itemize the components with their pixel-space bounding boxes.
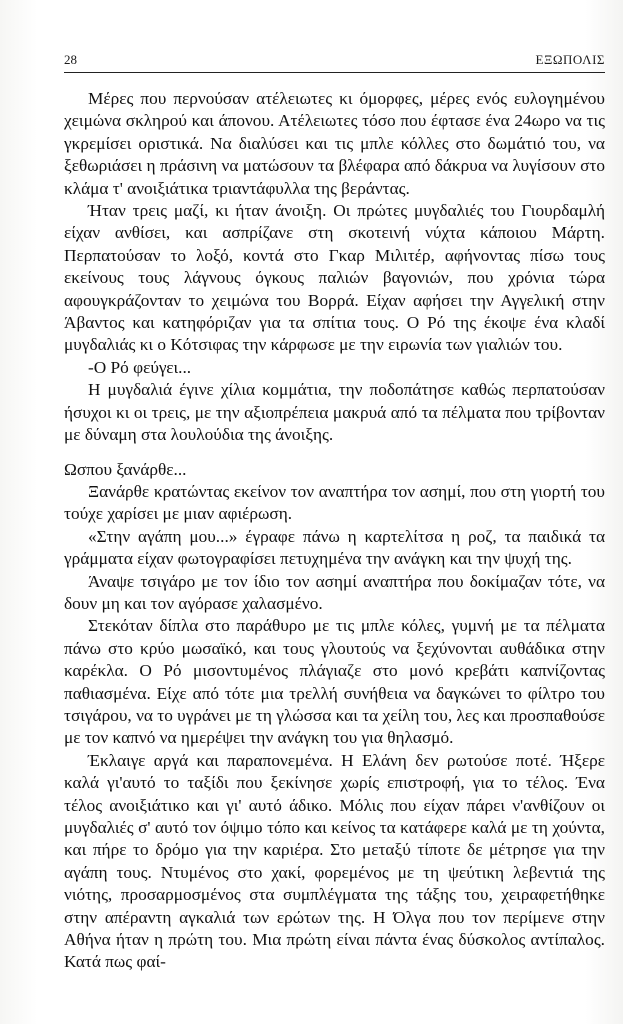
page-number: 28 <box>64 52 77 67</box>
body-text <box>64 88 605 974</box>
paragraph: Άναψε τσιγάρο με τον ίδιο τον ασημί αναπτήρα που δοκίμαζαν τότε, να δουν μη και τον αγόρασε χαλασμένο. <box>64 571 605 613</box>
paragraph: Ξανάρθε κρατώντας εκείνον τον αναπτήρα τον ασημί, που στη γιορτή του τούχε χαρίσει με μιαν αφιέρωση. <box>64 481 605 524</box>
paragraph: Ήταν τρεις μαζί, κι ήταν άνοιξη. Οι πρώτες μυγδαλιές του Γιουρδαμλή είχαν ανθίσει, και ασπρίζανε στη σκοτεινή νύχτα κάποιου Μάρτη. Περπατούσαν το λοξό, κοντά στο Γκαρ Μιλιτέρ, αφήνοντας πίσω τους εκείνους τους λάγνους όγκους παλιών βαγονιών, που χρόνια τώρα αφουγκράζονταν το χειμώνα του Βορρά. Είχαν αφήσει την Αγγελική στην Άβαντος και κατηφόριζαν για τα σπίτια τους. Ο Ρό της έκοψε ένα κλαδί μυγδαλιάς κι ο Κότσιφας την κάρφωσε με την ειρωνία των γιαλιών του. <box>64 201 605 355</box>
paragraph: Μέρες που περνούσαν ατέλειωτες κι όμορφες, μέρες ενός ευλογημένου χειμώνα σκληρού και άπονου. Ατέλειωτες τόσο που έφτασε ένα 24ωρο να τις γκρεμίσει οριστικά. Να διαλύσει και τις μπλε κόλλες στο δωμάτιό του, να ξεθωριάσει η πράσινη να ματώσουν τα βλέφαρα από δάκρυα να λυγίσουν στο κλάμα τ' ανοιξιάτικα τριαντάφυλλα της βεράντας. <box>64 89 605 198</box>
paragraph: Ωσπου ξανάρθε... <box>64 459 187 479</box>
paragraph: Στεκόταν δίπλα στο παράθυρο με τις μπλε κόλες, γυμνή με τα πέλματα πάνω στο κρύο μωσαϊκό, και τους γλουτούς να ξεχύνονται αυθάδικα στην καρέκλα. Ο Ρό μισοντυμένος πλάγιαζε στο μονό κρεβάτι καπνίζοντας παθιασμένα. Είχε από τότε μια τρελλή συνήθεια να δαγκώνει το φίλτρο του τσιγάρου, να το υγράνει με τη γλώσσα και τα χείλη του, λες και προσπαθούσε με τον καπνό να ημερέψει την ανάγκη του για θηλασμό. <box>64 616 605 748</box>
paragraph: -Ο Ρό φεύγει... <box>88 357 192 377</box>
paragraph: Έκλαιγε αργά και παραπονεμένα. Η Ελάνη δεν ρωτούσε ποτέ. Ήξερε καλά γι'αυτό το ταξίδι που ξεκίνησε χωρίς επιστροφή, για το τέλος. Ένα τέλος ανοιξιάτικο και γι' αυτό άδικο. Μόλις που είχαν πάρει ν'ανθίζουν οι μυγδαλιές σ' αυτό τον όψιμο τόπο και κείνος τα κατάφερε καλά με τη χούντα, και πήρε το δρόμο για την καριέρα. Στο μεταξύ τίποτε δε μέτρησε για την αγάπη τους. Ντυμένος στο χακί, φορεμένος με τη ψεύτικη λεβεντιά της νιότης, προσαρμοσμένος στα συμπλέγματα της τάξης του, χειραφετήθηκε στην απέραντη αγκαλιά των ερώτων της. Η Όλγα που τον περίμενε στην Αθήνα ήταν η πρώτη του. Μια πρώτη είναι πάντα ένας δύσκολος αντίπαλος. Κατά πως φαί- <box>64 750 605 972</box>
running-head-title: ΕΞΩΠΟΛΙΣ <box>535 52 605 67</box>
paragraph: «Στην αγάπη μου...» έγραφε πάνω η καρτελίτσα η ροζ, τα παιδικά τα γράμματα είχαν φωτογραφίσει πετυχημένα την ανάγκη και την ψυχή της. <box>64 526 605 569</box>
page-header <box>64 52 605 72</box>
paragraph: Η μυγδαλιά έγινε χίλια κομμάτια, την ποδοπάτησε καθώς περπατούσαν ήσυχοι κι οι τρεις, με την αξιοπρέπεια μακρυά από τα πέλματα που τρίβονταν με δύναμη στα λουλούδια της άνοιξης. <box>64 380 605 445</box>
header-rule <box>64 72 605 73</box>
